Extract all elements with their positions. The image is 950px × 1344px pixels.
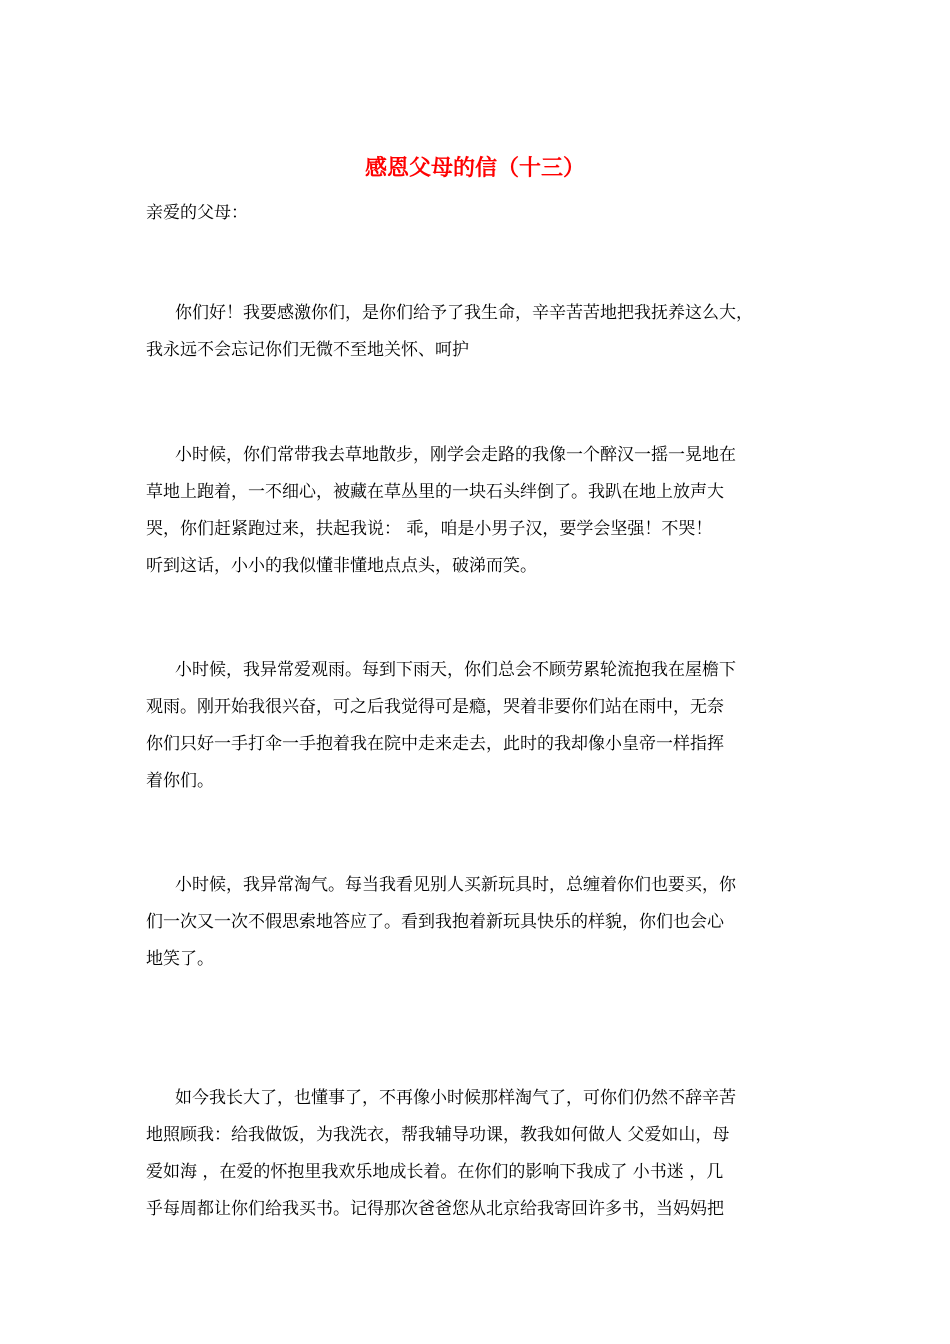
paragraph-1 — [146, 295, 811, 369]
paragraph-5 — [146, 1080, 811, 1228]
paragraph-line: 你们好！我要感激你们，是你们给予了我生命，辛辛苦苦地把我抚养这么大， — [175, 303, 753, 323]
paragraph-line: 着你们。 — [146, 771, 214, 791]
paragraph-4 — [146, 867, 811, 978]
letter-greeting: 亲爱的父母： — [146, 203, 248, 223]
paragraph-line: 小时候，我异常爱观雨。每到下雨天，你们总会不顾劳累轮流抱我在屋檐下 — [175, 660, 736, 680]
paragraph-line: 草地上跑着，一不细心，被藏在草丛里的一块石头绊倒了。我趴在地上放声大 — [146, 482, 724, 502]
paragraph-3 — [146, 652, 811, 800]
paragraph-line: 乎每周都让你们给我买书。记得那次爸爸您从北京给我寄回许多书，当妈妈把 — [146, 1199, 724, 1219]
paragraph-line: 们一次又一次不假思索地答应了。看到我抱着新玩具快乐的样貌，你们也会心 — [146, 912, 724, 932]
paragraph-line: 我永远不会忘记你们无微不至地关怀、呵护 — [146, 340, 469, 360]
paragraph-line: 哭，你们赶紧跑过来，扶起我说： 乖，咱是小男子汉，要学会坚强！不哭！ — [146, 519, 713, 539]
paragraph-line: 听到这话，小小的我似懂非懂地点点头，破涕而笑。 — [146, 556, 537, 576]
page-title: 感恩父母的信（十三） — [364, 155, 585, 181]
paragraph-line: 小时候，我异常淘气。每当我看见别人买新玩具时，总缠着你们也要买，你 — [175, 875, 736, 895]
paragraph-line: 地笑了。 — [146, 949, 214, 969]
paragraph-line: 观雨。刚开始我很兴奋，可之后我觉得可是瘾，哭着非要你们站在雨中，无奈 — [146, 697, 724, 717]
paragraph-line: 你们只好一手打伞一手抱着我在院中走来走去，此时的我却像小皇帝一样指挥 — [146, 734, 724, 754]
paragraph-line: 地照顾我：给我做饭，为我洗衣，帮我辅导功课，教我如何做人 父爱如山，母 — [146, 1125, 730, 1145]
paragraph-line: 爱如海 ，在爱的怀抱里我欢乐地成长着。在你们的影响下我成了 小书迷 ，几 — [146, 1162, 724, 1182]
paragraph-2 — [146, 437, 811, 585]
paragraph-line: 如今我长大了，也懂事了，不再像小时候那样淘气了，可你们仍然不辞辛苦 — [175, 1088, 736, 1108]
paragraph-line: 小时候，你们常带我去草地散步，刚学会走路的我像一个醉汉一摇一晃地在 — [175, 445, 736, 465]
